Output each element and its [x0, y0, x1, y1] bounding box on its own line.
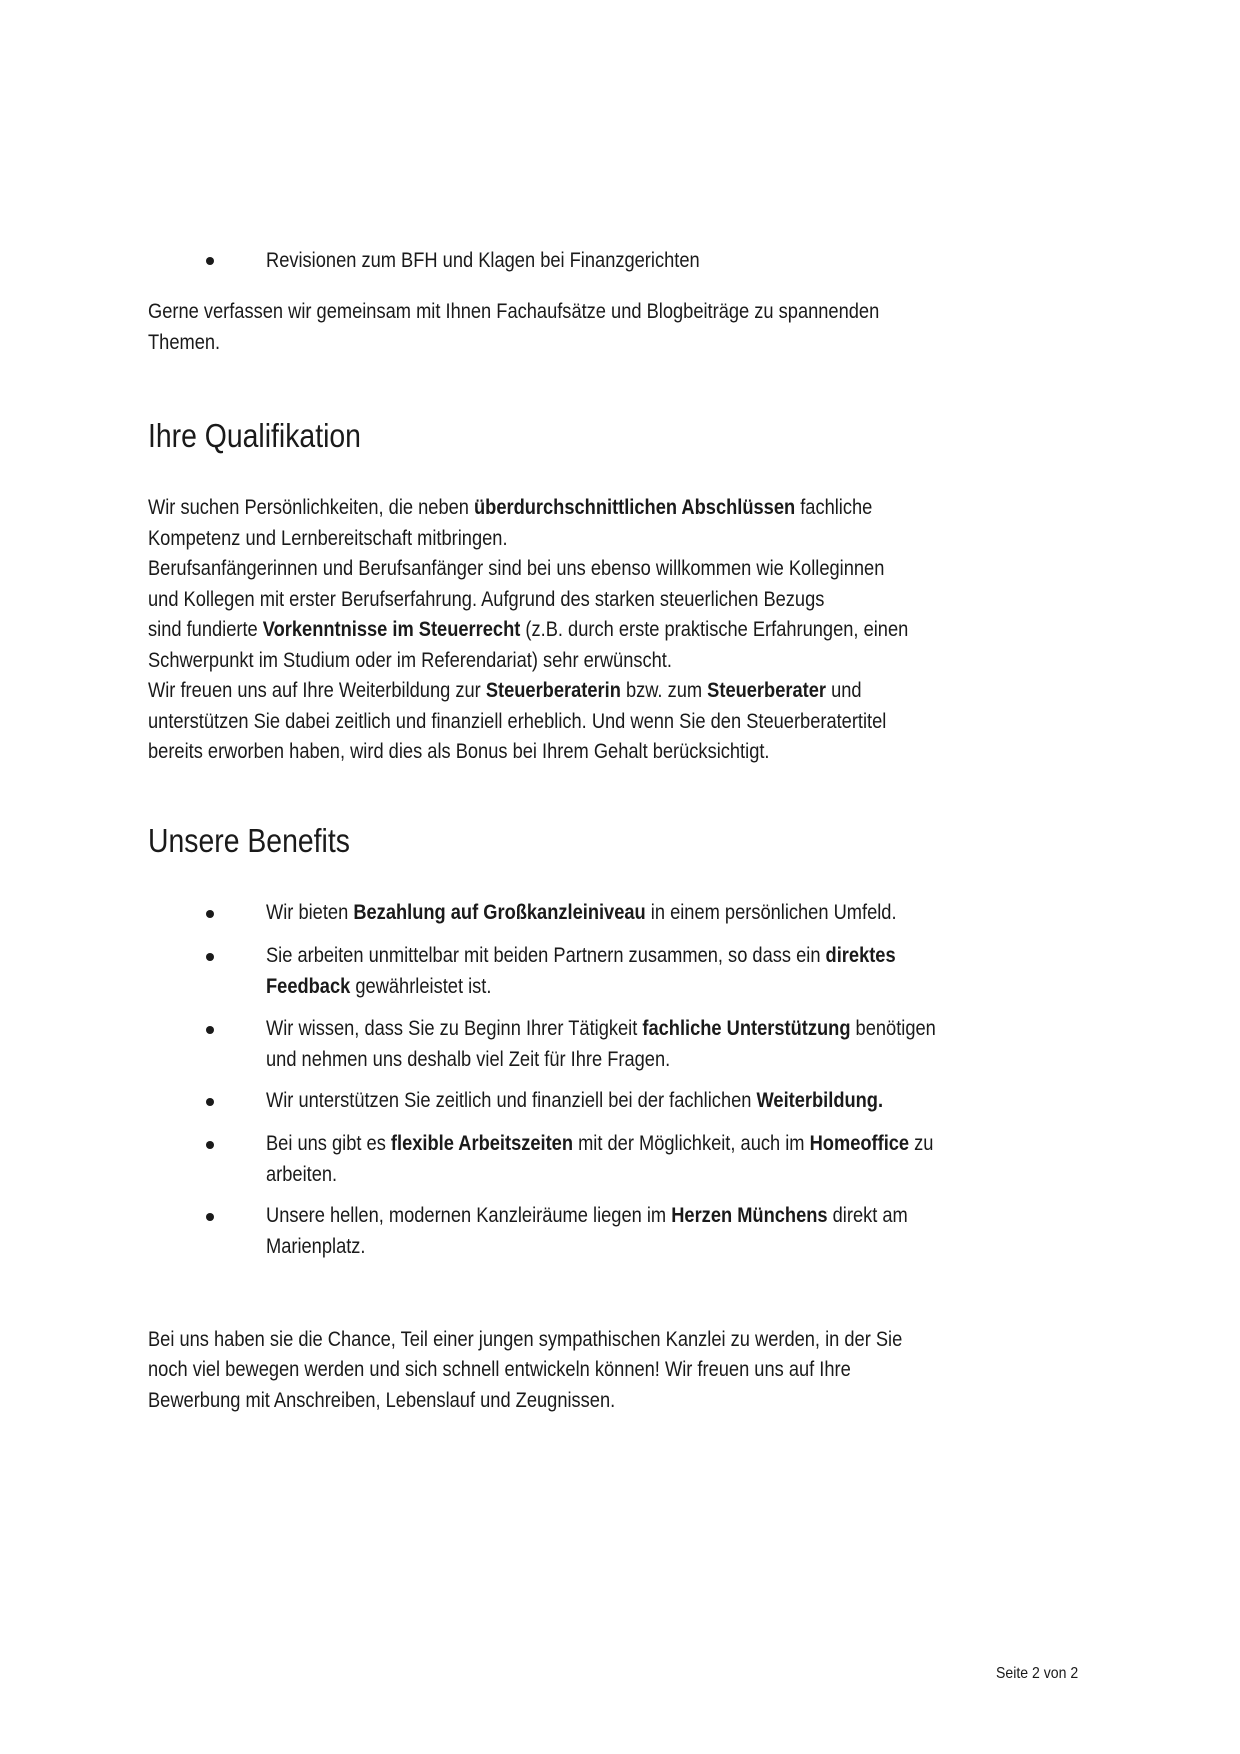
text-run: (z.B. durch erste praktische Erfahrungen, einen: [520, 618, 909, 641]
text-run: gewährleistet ist.: [350, 975, 492, 998]
text-run: Marienplatz.: [266, 1235, 366, 1258]
text-run: Berufsanfängerinnen und Berufsanfänger sind bei uns ebenso willkommen wie Kolleginnen: [148, 557, 885, 580]
text-run: unterstützen Sie dabei zeitlich und finanziell erheblich. Und wenn Sie den Steuerberatertitel: [148, 710, 887, 733]
paragraph-line: Bei uns haben sie die Chance, Teil einer jungen sympathischen Kanzlei zu werden, in der Sie: [148, 1328, 903, 1351]
text-run: und: [825, 679, 862, 702]
emphasized-text: Homeoffice: [809, 1132, 910, 1155]
bullet-icon: [206, 1098, 214, 1106]
emphasized-text: Bezahlung auf Großkanzleiniveau: [353, 901, 646, 924]
bullet-icon: [206, 1026, 214, 1034]
bullet-icon: [206, 910, 214, 918]
text-run: bereits erworben haben, wird dies als Bonus bei Ihrem Gehalt berücksichtigt.: [148, 740, 770, 763]
benefit-item: [266, 940, 896, 971]
text-run: Wir freuen uns auf Ihre Weiterbildung zur: [148, 679, 486, 702]
text-run: sind fundierte: [148, 618, 263, 641]
section-heading-qualifikation: Ihre Qualifikation: [148, 417, 361, 454]
emphasized-text: Steuerberater: [707, 679, 826, 702]
benefit-item-continuation: [266, 1159, 337, 1190]
text-run: in einem persönlichen Umfeld.: [645, 901, 897, 924]
text-run: Kompetenz und Lernbereitschaft mitbringen.: [148, 527, 508, 550]
paragraph-line: noch viel bewegen werden und sich schnell entwickeln können! Wir freuen uns auf Ihre: [148, 1358, 851, 1381]
emphasized-text: Herzen Münchens: [671, 1204, 828, 1227]
emphasized-text: flexible Arbeitszeiten: [390, 1132, 574, 1155]
paragraph-line: [148, 736, 770, 767]
text-run: benötigen: [850, 1017, 936, 1040]
section-heading-benefits: Unsere Benefits: [148, 822, 350, 859]
paragraph-line: [148, 523, 508, 554]
text-run: Wir wissen, dass Sie zu Beginn Ihrer Tätigkeit: [266, 1017, 643, 1040]
paragraph-line: [148, 675, 862, 706]
text-run: fachliche: [795, 496, 873, 519]
text-run: zu: [909, 1132, 934, 1155]
text-run: Sie arbeiten unmittelbar mit beiden Partnern zusammen, so dass ein: [266, 944, 826, 967]
text-run: Wir suchen Persönlichkeiten, die neben: [148, 496, 475, 519]
paragraph-line: [148, 706, 886, 737]
bullet-icon: [206, 953, 214, 961]
benefit-item: [266, 897, 897, 928]
text-run: Unsere hellen, modernen Kanzleiräume liegen im: [266, 1204, 672, 1227]
list-item: [266, 245, 700, 276]
text-run: mit der Möglichkeit, auch im: [573, 1132, 810, 1155]
paragraph-line: [148, 553, 884, 584]
emphasized-text: Steuerberaterin: [485, 679, 621, 702]
page-number: Seite 2 von 2: [996, 1665, 1079, 1682]
paragraph-line: Themen.: [148, 331, 221, 354]
benefit-item-continuation: [266, 1044, 670, 1075]
text-run: Wir unterstützen Sie zeitlich und finanziell bei der fachlichen: [266, 1089, 757, 1112]
paragraph-line: [148, 492, 872, 523]
paragraph-line: Bewerbung mit Anschreiben, Lebenslauf und Zeugnissen.: [148, 1389, 616, 1412]
benefit-item-continuation: [266, 1231, 366, 1262]
text-run: direkt am: [827, 1204, 908, 1227]
emphasized-text: Weiterbildung.: [756, 1089, 884, 1112]
text-run: und nehmen uns deshalb viel Zeit für Ihre Fragen.: [266, 1048, 671, 1071]
paragraph-line: [148, 584, 824, 615]
text-run: arbeiten.: [266, 1163, 338, 1186]
emphasized-text: Vorkenntnisse im Steuerrecht: [262, 618, 521, 641]
emphasized-text: Feedback: [266, 975, 351, 998]
text-run: Wir bieten: [266, 901, 354, 924]
paragraph-line: [148, 645, 672, 676]
emphasized-text: fachliche Unterstützung: [642, 1017, 851, 1040]
emphasized-text: überdurchschnittlichen Abschlüssen: [474, 496, 796, 519]
benefit-item: [266, 1128, 933, 1159]
text-run: Bei uns gibt es: [266, 1132, 391, 1155]
paragraph-line: Gerne verfassen wir gemeinsam mit Ihnen Fachaufsätze und Blogbeiträge zu spannenden: [148, 300, 880, 323]
text-run: Revisionen zum BFH und Klagen bei Finanzgerichten: [266, 249, 700, 272]
text-run: Schwerpunkt im Studium oder im Referendariat) sehr erwünscht.: [148, 649, 672, 672]
bullet-icon: [206, 1141, 214, 1149]
paragraph-line: [148, 614, 908, 645]
text-run: und Kollegen mit erster Berufserfahrung. Aufgrund des starken steuerlichen Bezugs: [148, 588, 825, 611]
emphasized-text: direktes: [825, 944, 896, 967]
text-run: bzw. zum: [620, 679, 708, 702]
benefit-item: [266, 1200, 908, 1231]
bullet-icon: [206, 257, 214, 265]
benefit-item: [266, 1013, 936, 1044]
benefit-item: [266, 1085, 883, 1116]
benefit-item-continuation: [266, 971, 491, 1002]
bullet-icon: [206, 1213, 214, 1221]
